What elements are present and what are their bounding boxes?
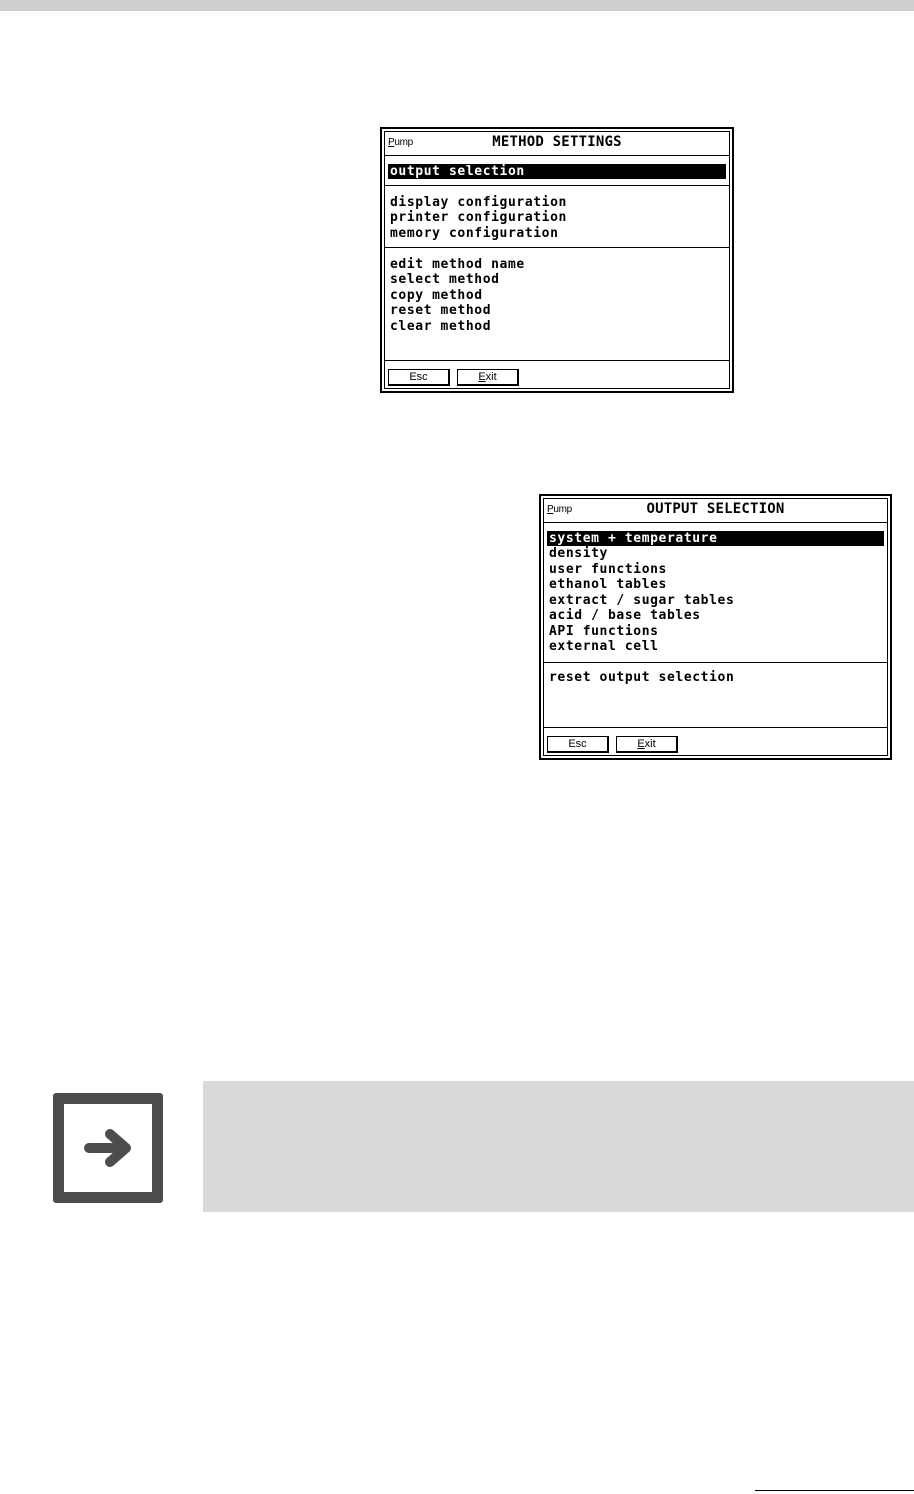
pump-softkey[interactable]: Pump (547, 504, 572, 515)
menu-item-copy-method[interactable]: copy method (390, 288, 483, 303)
pump-label-rest: ump (394, 137, 413, 148)
menu-item-display-configuration[interactable]: display configuration (390, 195, 567, 210)
screen-header (388, 132, 726, 154)
group-divider (544, 662, 887, 663)
softkey-divider (385, 360, 729, 361)
header-divider (385, 155, 729, 156)
pump-label-rest: ump (553, 504, 572, 515)
menu-item-acid-base-tables[interactable]: acid / base tables (549, 608, 701, 623)
menu-item-extract-sugar-tables[interactable]: extract / sugar tables (549, 593, 735, 608)
menu-item-clear-method[interactable]: clear method (390, 319, 492, 334)
menu-item-printer-configuration[interactable]: printer configuration (390, 210, 567, 225)
output-selection-screen (539, 494, 892, 760)
menu-item-api-functions[interactable]: API functions (549, 624, 659, 639)
menu-item-density[interactable]: density (549, 546, 608, 561)
menu-item-ethanol-tables[interactable]: ethanol tables (549, 577, 667, 592)
menu-item-memory-configuration[interactable]: memory configuration (390, 226, 559, 241)
exit-button[interactable]: Exit (616, 736, 678, 753)
menu-item-select-method[interactable]: select method (390, 272, 500, 287)
softkey-divider (544, 727, 887, 728)
top-bar (0, 0, 914, 11)
method-settings-screen (380, 127, 734, 393)
menu-item-external-cell[interactable]: external cell (549, 639, 659, 654)
pump-softkey[interactable]: Pump (388, 137, 413, 148)
screen-title: METHOD SETTINGS (492, 134, 622, 150)
arrow-right-icon (53, 1093, 163, 1203)
menu-item-system-temperature[interactable]: system + temperature (547, 531, 884, 546)
esc-button[interactable]: Esc (388, 369, 450, 386)
esc-button[interactable]: Esc (547, 736, 609, 753)
menu-item-output-selection[interactable]: output selection (388, 164, 726, 179)
screen-header (547, 499, 884, 521)
note-box (203, 1081, 914, 1212)
exit-label-rest: xit (644, 738, 656, 750)
exit-button[interactable]: Exit (457, 369, 519, 386)
menu-item-edit-method-name[interactable]: edit method name (390, 257, 525, 272)
menu-item-user-functions[interactable]: user functions (549, 562, 667, 577)
group-divider (385, 185, 729, 186)
group-divider (385, 247, 729, 248)
menu-item-reset-method[interactable]: reset method (390, 303, 492, 318)
header-divider (544, 522, 887, 523)
exit-label-rest: xit (485, 371, 497, 383)
menu-item-reset-output-selection[interactable]: reset output selection (549, 670, 735, 685)
screen-title: OUTPUT SELECTION (646, 501, 785, 517)
page-footer-rule (755, 1490, 914, 1491)
